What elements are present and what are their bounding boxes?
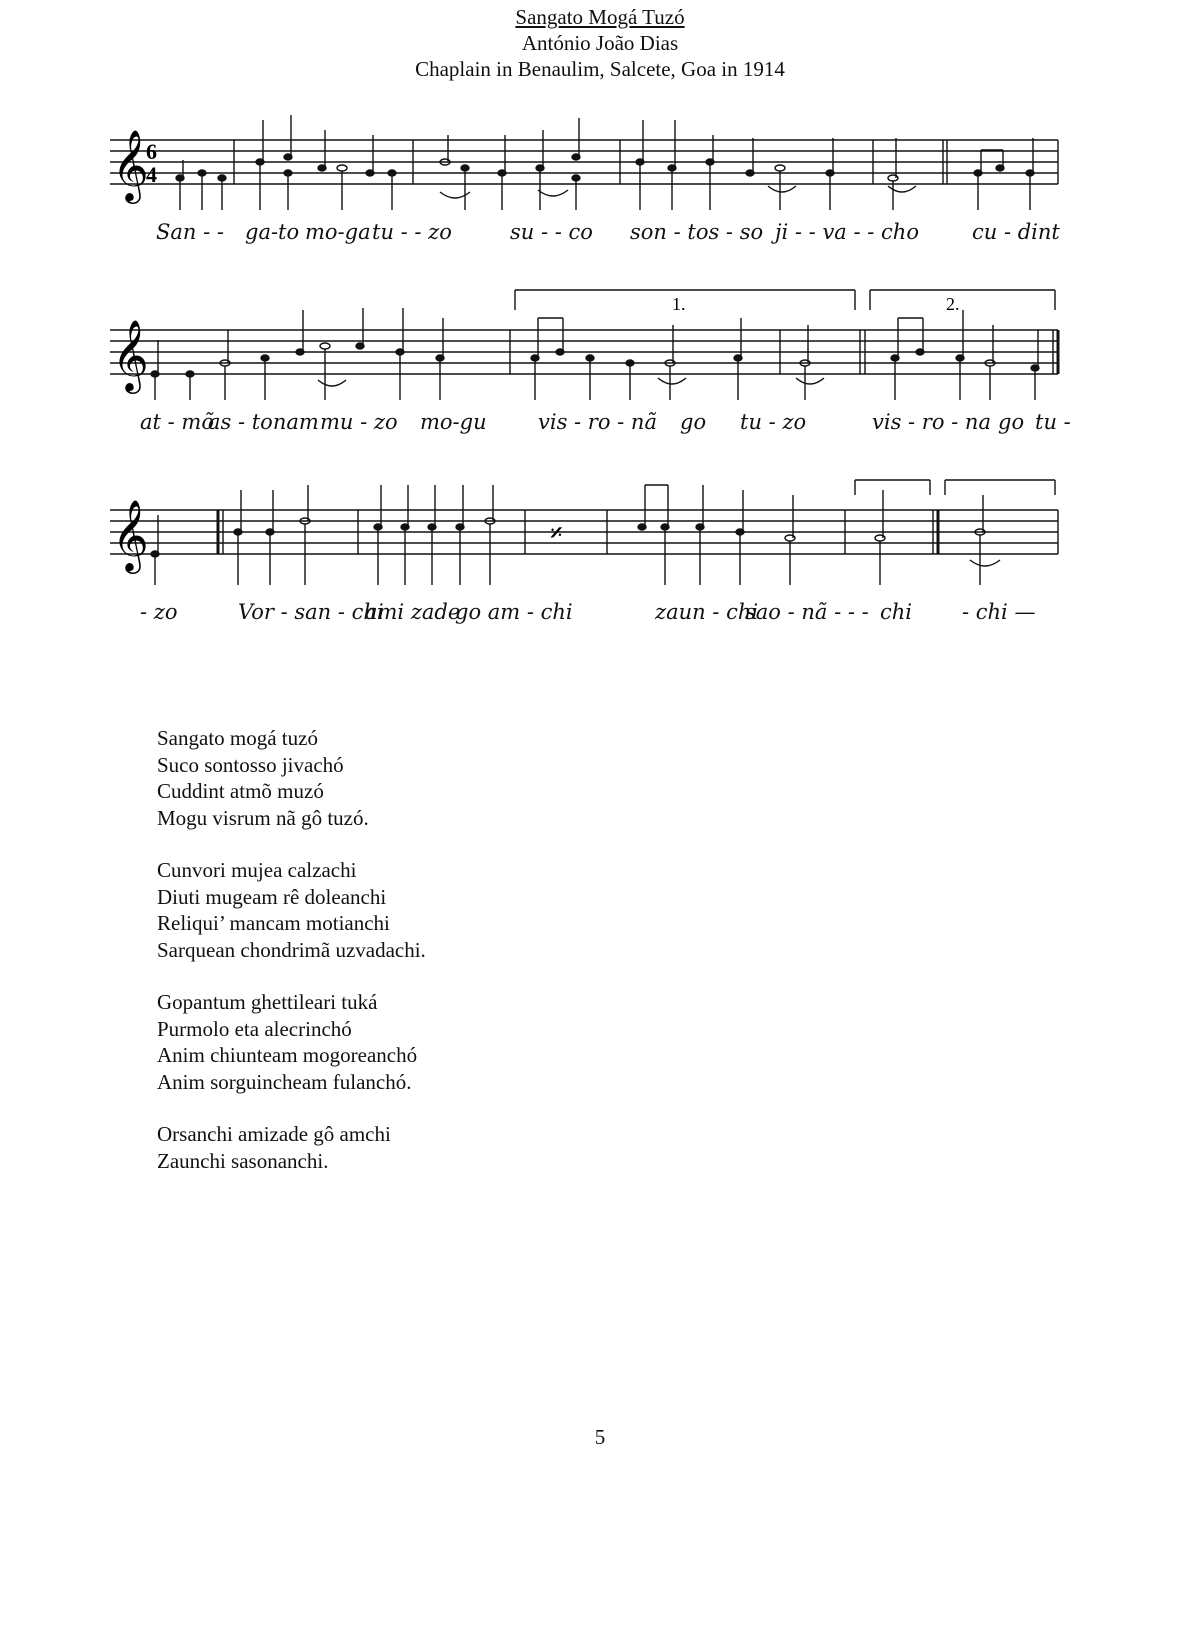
author-name: António João Dias: [521, 31, 679, 55]
poem-line: Sangato mogá tuzó: [157, 726, 318, 750]
lyric-syllable: go: [998, 410, 1025, 434]
lyric-syllable: - chi —: [962, 600, 1036, 624]
poem-line: Sarquean chondrimã uzvadachi.: [157, 937, 426, 962]
repeat-measure-icon: 𝄎: [550, 519, 563, 548]
lyrics-line-1: [110, 220, 1140, 260]
poem-line: Mogu visrum nã gô tuzó.: [157, 805, 369, 830]
poem-text: [157, 725, 426, 1200]
lyric-syllable: su - - co: [510, 220, 593, 244]
lyric-syllable: ga-to: [245, 220, 300, 244]
lyric-syllable: chi: [880, 600, 913, 624]
treble-clef-icon: 𝄞: [112, 128, 149, 201]
lyric-syllable: mo-gu: [420, 410, 487, 434]
music-system-2: [110, 280, 1140, 450]
lyrics-line-2: [110, 410, 1140, 450]
poem-line: Anim chiunteam mogoreanchó: [157, 1043, 418, 1067]
stanza-1: [157, 725, 426, 831]
lyric-syllable: tu -: [1035, 410, 1071, 434]
title-block: [0, 4, 1200, 82]
music-system-3: [110, 470, 1140, 640]
lyric-syllable: mu - zo: [320, 410, 398, 434]
lyric-syllable: go am - chi: [455, 600, 573, 624]
poem-line: Reliqui’ mancam motianchi: [157, 911, 390, 935]
music-system-1: [110, 110, 1140, 260]
lyric-syllable: as - tonam: [208, 410, 319, 434]
lyric-syllable: tu - - zo: [372, 220, 452, 244]
poem-line: Zaunchi sasonanchi.: [157, 1148, 329, 1173]
lyric-syllable: cu - dint: [972, 220, 1060, 244]
treble-clef-icon: 𝄞: [112, 498, 149, 571]
lyric-syllable: sao - nã - - -: [745, 600, 869, 624]
ending-two-label: 2.: [946, 294, 960, 314]
lyric-syllable: go: [680, 410, 707, 434]
lyric-syllable: mo-ga: [305, 220, 371, 244]
lyric-syllable: ami zade: [365, 600, 461, 624]
poem-line: Purmolo eta alecrinchó: [157, 1016, 352, 1041]
lyric-syllable: vis - ro - nã: [538, 410, 657, 434]
poem-line: Anim sorguincheam fulanchó.: [157, 1069, 412, 1094]
lyric-syllable: zaun - chi: [655, 600, 759, 624]
staff-3: [110, 470, 1070, 600]
staff-1: [110, 110, 1070, 220]
stanza-2: [157, 857, 426, 963]
lyric-syllable: - zo: [140, 600, 178, 624]
lyric-syllable: tu - zo: [740, 410, 807, 434]
poem-line: Cuddint atmõ muzó: [157, 779, 324, 803]
lyrics-line-3: [110, 600, 1140, 640]
lyric-syllable: ji - - va - - cho: [775, 220, 919, 244]
author-subtitle: Chaplain in Benaulim, Salcete, Goa in 1914: [415, 57, 785, 81]
poem-line: Gopantum ghettileari tuká: [157, 990, 378, 1014]
page-number: 5: [594, 1425, 606, 1449]
time-signature-bottom: 4: [146, 162, 157, 187]
stanza-3: [157, 989, 426, 1095]
song-title: Sangato Mogá Tuzó: [515, 5, 685, 29]
poem-line: Diuti mugeam rê doleanchi: [157, 884, 387, 909]
poem-line: Suco sontosso jivachó: [157, 752, 344, 777]
lyric-syllable: San - -: [156, 220, 224, 244]
staff-2: [110, 280, 1070, 410]
poem-line: Cunvori mujea calzachi: [157, 858, 357, 882]
lyric-syllable: at - mõ: [140, 410, 214, 434]
lyric-syllable: vis - ro - na: [872, 410, 991, 434]
stanza-4: [157, 1121, 426, 1174]
lyric-syllable: son - tos - so: [630, 220, 764, 244]
ending-one-label: 1.: [672, 294, 686, 314]
lyric-syllable: Vor - san - chi: [238, 600, 384, 624]
time-signature-top: 6: [146, 139, 157, 164]
poem-line: Orsanchi amizade gô amchi: [157, 1122, 391, 1146]
treble-clef-icon: 𝄞: [112, 318, 149, 391]
